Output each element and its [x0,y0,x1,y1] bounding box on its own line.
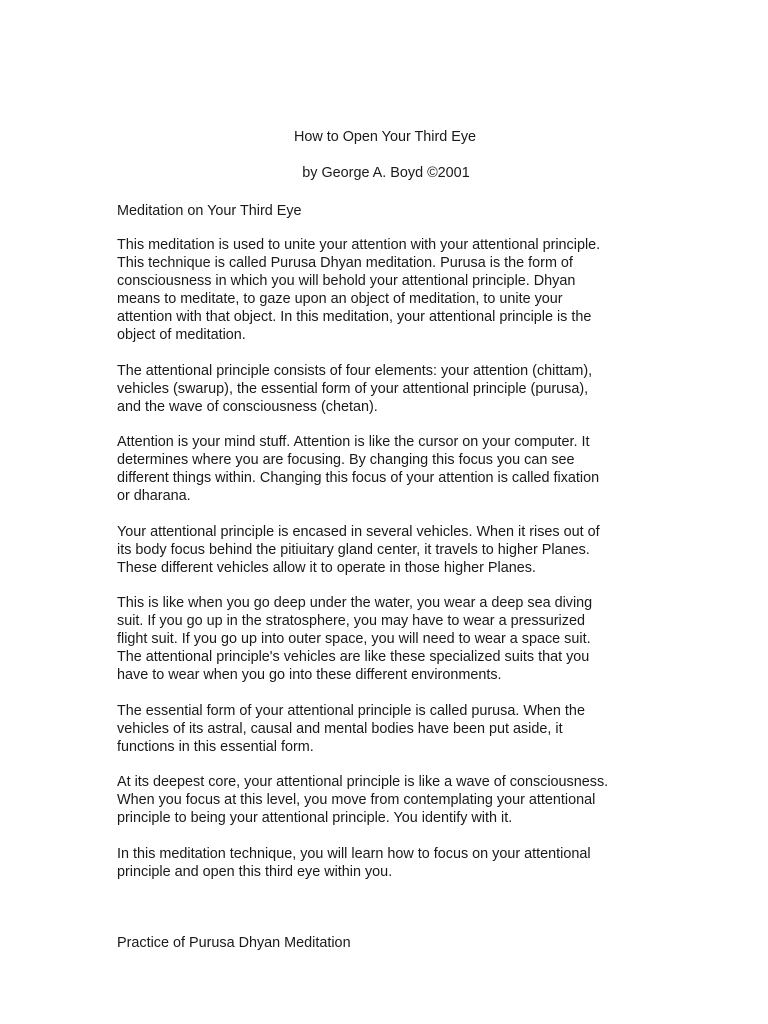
text-line: functions in this essential form. [117,739,314,755]
text-line: This is like when you go deep under the water, you wear a deep sea diving [117,595,593,611]
paragraph [117,702,657,756]
text-line: vehicles (swarup), the essential form of your attentional principle (purusa), [117,381,589,397]
text-line: The attentional principle's vehicles are like these specialized suits that you [117,649,590,665]
text-line: or dharana. [117,488,191,504]
text-line: This meditation is used to unite your attention with your attentional principle. [117,237,601,253]
text-line: The attentional principle consists of four elements: your attention (chittam), [117,363,593,379]
text-line: consciousness in which you will behold your attentional principle. Dhyan [117,273,576,289]
text-line: suit. If you go up in the stratosphere, you may have to wear a pressurized [117,613,585,629]
text-line: and the wave of consciousness (chetan). [117,399,378,415]
text-line: attention with that object. In this meditation, your attentional principle is the [117,309,592,325]
text-line: principle and open this third eye within you. [117,864,393,880]
document-byline: by George A. Boyd ©2001 [302,165,470,181]
text-line: determines where you are focusing. By changing this focus you can see [117,452,575,468]
text-line: These different vehicles allow it to operate in those higher Planes. [117,560,536,576]
text-line: When you focus at this level, you move from contemplating your attentional [117,792,596,808]
text-line: object of meditation. [117,327,246,343]
text-line: principle to being your attentional principle. You identify with it. [117,810,513,826]
paragraph [117,594,657,684]
paragraph [117,523,657,577]
text-line: different things within. Changing this focus of your attention is called fixation [117,470,600,486]
text-line: its body focus behind the pitiuitary gland center, it travels to higher Planes. [117,542,590,558]
paragraph [117,433,657,505]
text-line: vehicles of its astral, causal and mental bodies have been put aside, it [117,721,563,737]
text-line: have to wear when you go into these different environments. [117,667,502,683]
document-title: How to Open Your Third Eye [293,129,477,145]
text-line: flight suit. If you go up into outer space, you will need to wear a space suit. [117,631,591,647]
text-line: Your attentional principle is encased in several vehicles. When it rises out of [117,524,600,540]
text-line: In this meditation technique, you will learn how to focus on your attentional [117,846,591,862]
section-heading: Meditation on Your Third Eye [117,203,302,219]
text-line: The essential form of your attentional principle is called purusa. When the [117,703,585,719]
paragraph [117,845,657,881]
paragraph [117,362,657,416]
text-line: Attention is your mind stuff. Attention is like the cursor on your computer. It [117,434,590,450]
practice-heading: Practice of Purusa Dhyan Meditation [117,935,351,951]
text-line: This technique is called Purusa Dhyan meditation. Purusa is the form of [117,255,573,271]
text-line: means to meditate, to gaze upon an object of meditation, to unite your [117,291,563,307]
paragraph [117,236,657,344]
paragraph [117,773,657,827]
text-line: At its deepest core, your attentional principle is like a wave of consciousness. [117,774,609,790]
